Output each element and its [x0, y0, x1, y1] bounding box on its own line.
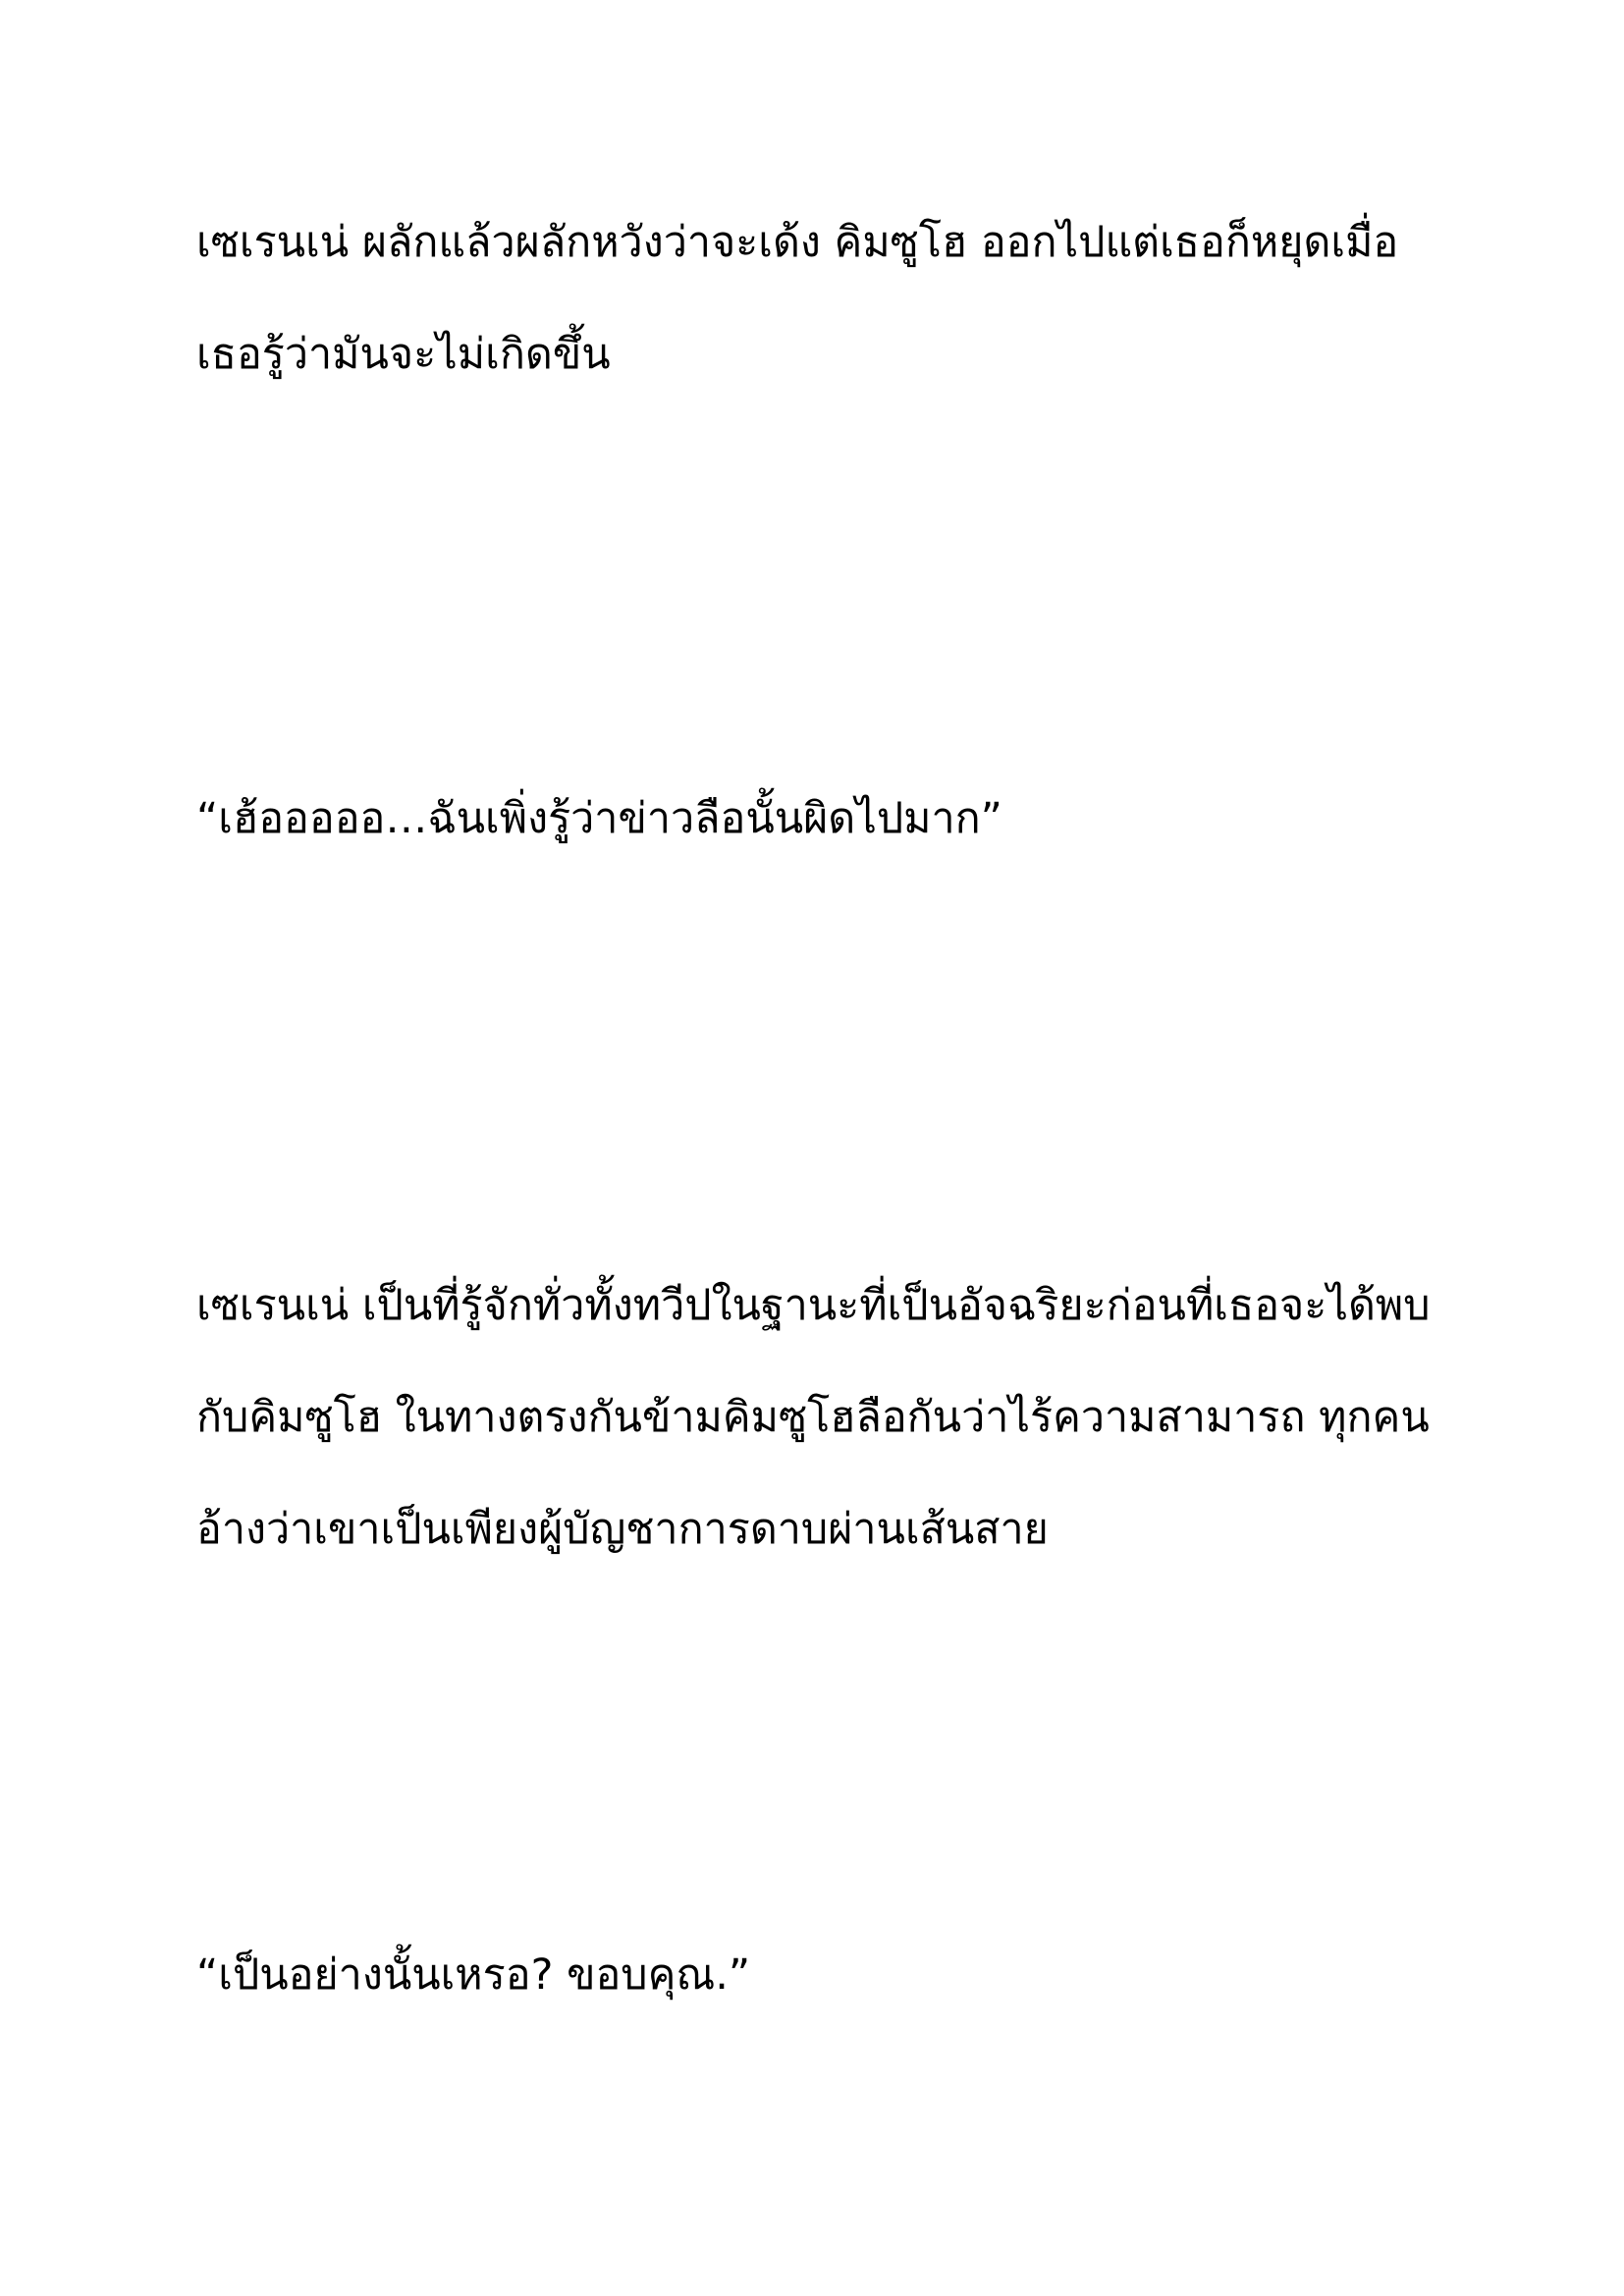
dialogue-paragraph [196, 1919, 1463, 2031]
text-line: “เป็นอย่างนั้นเหรอ? ขอบคุณ.” [196, 1950, 751, 2000]
text-line: เซเรนเน่ เป็นที่รู้จักทั่วทั้งทวีปในฐานะที่เป็นอัจฉริยะก่อนที่เธอจะได้พบ [196, 1281, 1431, 1330]
narration-paragraph [196, 187, 1463, 410]
text-line: เซเรนเน่ ผลักแล้วผลักหวังว่าจะเด้ง คิมซูโฮ ออกไปแต่เธอก็หยุดเมื่อ [196, 218, 1399, 267]
text-line: “เฮ้อออออ…ฉันเพิ่งรู้ว่าข่าวลือนั้นผิดไปมาก” [196, 794, 1002, 843]
dialogue-paragraph [196, 763, 1463, 875]
text-line: กับคิมซูโฮ ในทางตรงกันข้ามคิมซูโฮลือกันว่าไร้ความสามารถ ทุกคน [196, 1393, 1430, 1442]
text-line: เธอรู้ว่ามันจะไม่เกิดขึ้น [196, 330, 611, 379]
text-line: อ้างว่าเขาเป็นเพียงผู้บัญชาการดาบผ่านเส้นสาย [196, 1505, 1049, 1554]
narration-paragraph [196, 1250, 1463, 1585]
